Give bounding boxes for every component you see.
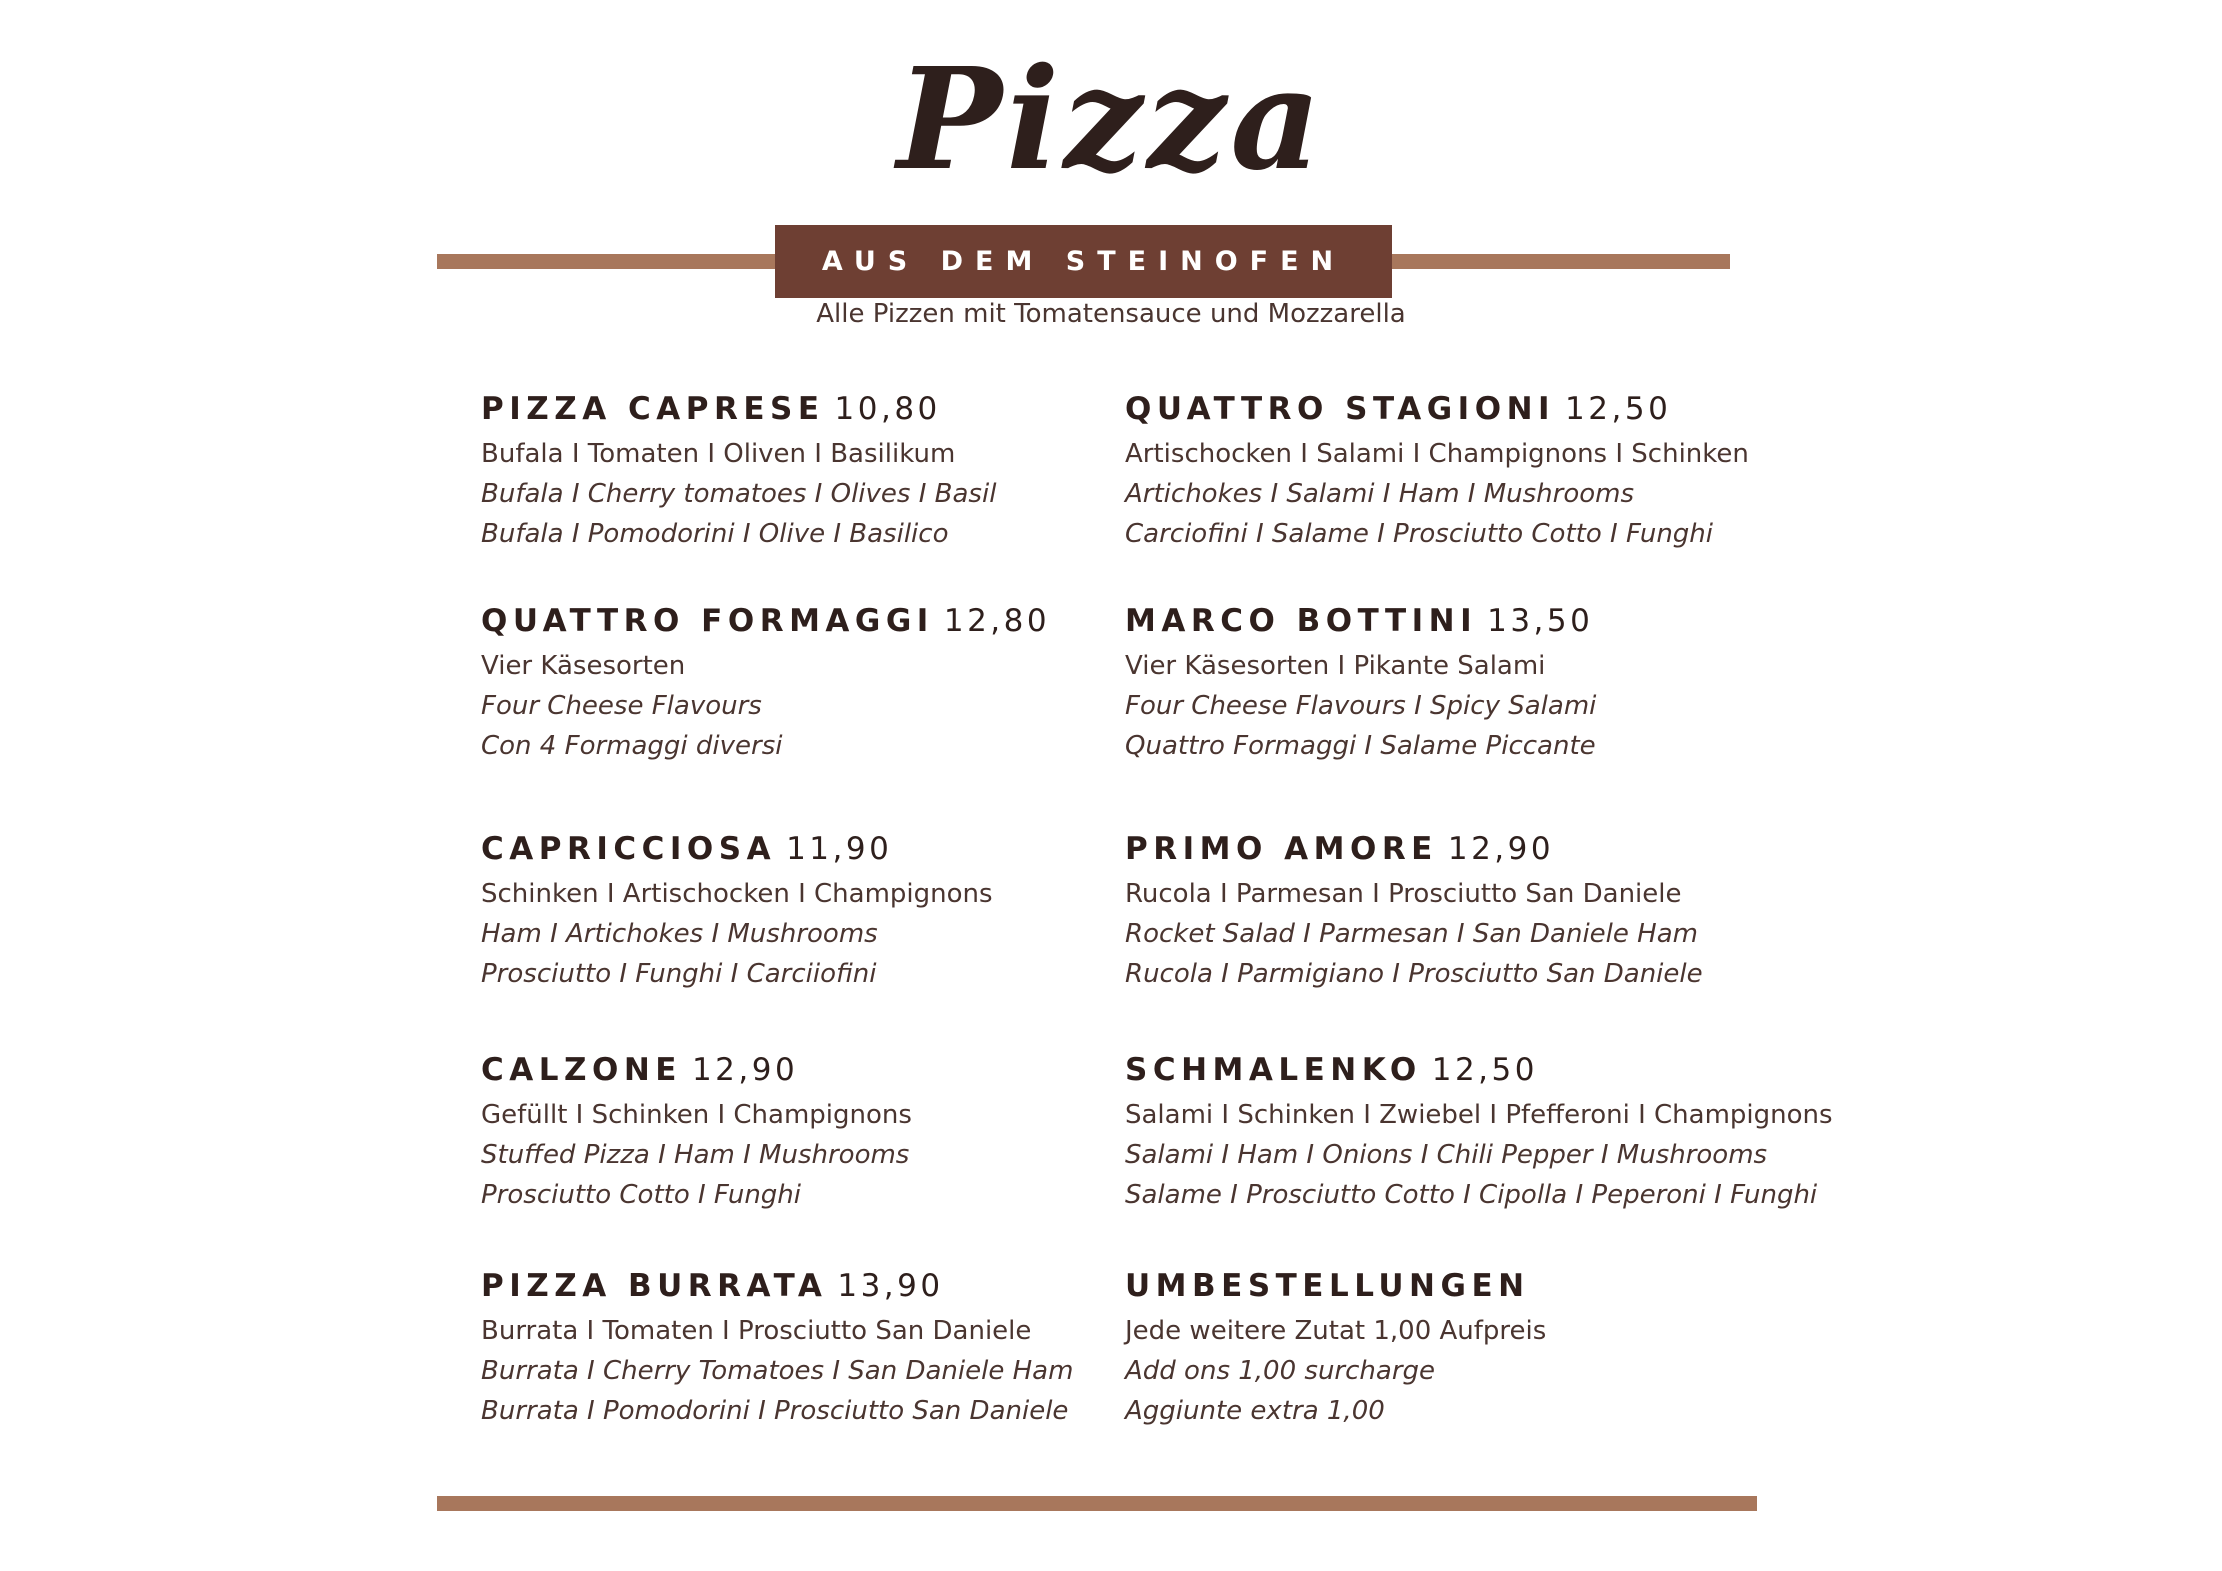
item-price: 12,90 <box>691 1052 799 1088</box>
item-price: 12,80 <box>943 603 1051 639</box>
item-name: UMBESTELLUNGEN <box>1125 1268 1530 1304</box>
menu-item-primo-amore <box>1125 830 1703 994</box>
menu-title: Pizza <box>896 38 1326 202</box>
item-desc-de: Vier Käsesorten I Pikante Salami <box>1125 651 1546 681</box>
item-price: 11,90 <box>786 831 893 867</box>
item-price: 12,90 <box>1447 831 1555 867</box>
menu-item-calzone <box>481 1051 912 1215</box>
menu-item-pizza-caprese <box>481 390 996 554</box>
menu-item-capricciosa <box>481 830 993 994</box>
item-desc-en: Add ons 1,00 surcharge <box>1125 1356 1436 1386</box>
item-name: QUATTRO FORMAGGI <box>481 603 934 639</box>
item-desc-en: Rocket Salad I Parmesan I San Daniele Ham <box>1125 919 1698 949</box>
item-desc-it: Rucola I Parmigiano I Prosciutto San Daniele <box>1125 959 1703 989</box>
menu-item-marco-bottini <box>1125 602 1596 766</box>
menu-item-quattro-stagioni <box>1125 390 1749 554</box>
item-name: PRIMO AMORE <box>1125 831 1438 867</box>
item-desc-de: Salami I Schinken I Zwiebel I Pfefferoni I Champignons <box>1125 1100 1833 1130</box>
menu-item-schmalenko <box>1125 1051 1833 1215</box>
item-name: MARCO BOTTINI <box>1125 603 1478 639</box>
item-name: QUATTRO STAGIONI <box>1125 391 1556 427</box>
section-banner: AUS DEM STEINOFEN <box>775 225 1392 298</box>
item-desc-it: Aggiunte extra 1,00 <box>1125 1396 1385 1426</box>
item-desc-en: Four Cheese Flavours <box>481 691 762 721</box>
item-name: PIZZA BURRATA <box>481 1268 828 1304</box>
section-subtitle: Alle Pizzen mit Tomatensauce und Mozzarella <box>816 299 1406 329</box>
item-desc-de: Gefüllt I Schinken I Champignons <box>481 1100 912 1130</box>
item-desc-en: Four Cheese Flavours I Spicy Salami <box>1125 691 1597 721</box>
bottom-divider <box>437 1496 1757 1511</box>
item-desc-it: Prosciutto Cotto I Funghi <box>481 1180 801 1210</box>
item-desc-de: Schinken I Artischocken I Champignons <box>481 879 993 909</box>
item-desc-en: Stuffed Pizza I Ham I Mushrooms <box>481 1140 910 1170</box>
item-desc-en: Ham I Artichokes I Mushrooms <box>481 919 878 949</box>
item-desc-de: Artischocken I Salami I Champignons I Schinken <box>1125 439 1749 469</box>
item-price: 12,50 <box>1431 1052 1538 1088</box>
item-desc-en: Artichokes I Salami I Ham I Mushrooms <box>1125 479 1635 509</box>
item-desc-de: Vier Käsesorten <box>481 651 686 681</box>
item-desc-it: Bufala I Pomodorini I Olive I Basilico <box>481 519 949 549</box>
menu-item-umbestellungen <box>1125 1267 1546 1431</box>
menu-item-quattro-formaggi <box>481 602 1050 766</box>
item-desc-it: Con 4 Formaggi diversi <box>481 731 783 761</box>
item-desc-it: Salame I Prosciutto Cotto I Cipolla I Peperoni I Funghi <box>1125 1180 1818 1210</box>
item-name: CAPRICCIOSA <box>481 831 777 867</box>
item-desc-it: Quattro Formaggi I Salame Piccante <box>1125 731 1596 761</box>
item-name: SCHMALENKO <box>1125 1052 1422 1088</box>
item-name: CALZONE <box>481 1052 682 1088</box>
item-desc-de: Rucola I Parmesan I Prosciutto San Daniele <box>1125 879 1682 909</box>
item-desc-en: Salami I Ham I Onions I Chili Pepper I Mushrooms <box>1125 1140 1768 1170</box>
item-desc-it: Burrata I Pomodorini I Prosciutto San Daniele <box>481 1396 1069 1426</box>
item-price: 10,80 <box>834 391 941 427</box>
item-price: 13,50 <box>1487 603 1594 639</box>
item-desc-it: Carciofini I Salame I Prosciutto Cotto I Funghi <box>1125 519 1714 549</box>
item-desc-de: Jede weitere Zutat 1,00 Aufpreis <box>1125 1316 1547 1346</box>
item-price: 12,50 <box>1565 391 1672 427</box>
item-desc-de: Burrata I Tomaten I Prosciutto San Daniele <box>481 1316 1032 1346</box>
item-name: PIZZA CAPRESE <box>481 391 825 427</box>
item-desc-en: Bufala I Cherry tomatoes I Olives I Basil <box>481 479 997 509</box>
menu-item-pizza-burrata <box>481 1267 1073 1431</box>
item-desc-it: Prosciutto I Funghi I Carciiofini <box>481 959 877 989</box>
item-price: 13,90 <box>837 1268 944 1304</box>
item-desc-de: Bufala I Tomaten I Oliven I Basilikum <box>481 439 956 469</box>
item-desc-en: Burrata I Cherry Tomatoes I San Daniele Ham <box>481 1356 1074 1386</box>
